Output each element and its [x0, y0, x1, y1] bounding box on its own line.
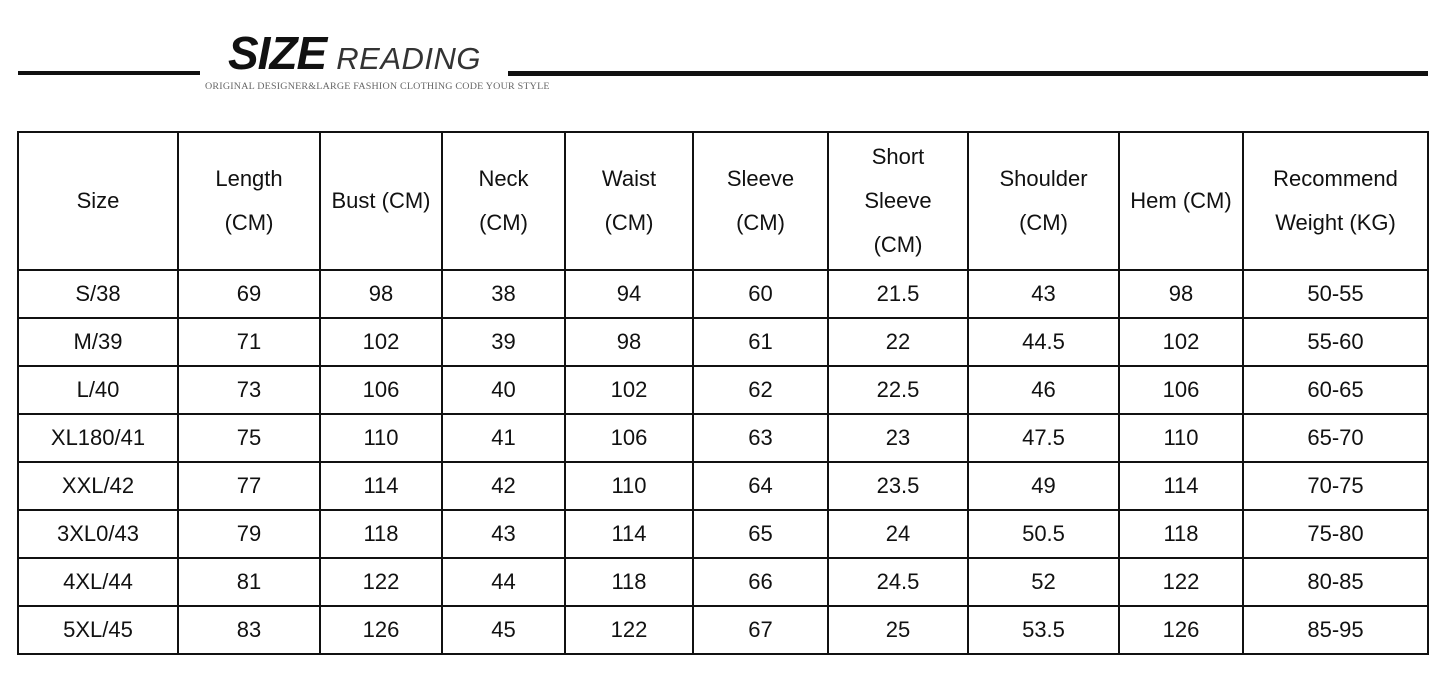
- cell-size: XL180/41: [18, 414, 178, 462]
- cell-shoulder: 46: [968, 366, 1119, 414]
- column-header-neck: Neck (CM): [442, 132, 565, 270]
- cell-hem: 102: [1119, 318, 1243, 366]
- table-row: [18, 414, 1428, 462]
- cell-shoulder: 50.5: [968, 510, 1119, 558]
- cell-shoulder: 43: [968, 270, 1119, 318]
- cell-hem: 118: [1119, 510, 1243, 558]
- size-reading-header: [0, 0, 1445, 110]
- cell-size: M/39: [18, 318, 178, 366]
- table-body: [18, 270, 1428, 654]
- header-subtitle: ORIGINAL DESIGNER&LARGE FASHION CLOTHING CODE YOUR STYLE: [205, 82, 550, 92]
- cell-size: S/38: [18, 270, 178, 318]
- cell-shoulder: 53.5: [968, 606, 1119, 654]
- cell-hem: 110: [1119, 414, 1243, 462]
- cell-bust: 102: [320, 318, 442, 366]
- cell-short-sleeve: 23.5: [828, 462, 968, 510]
- cell-length: 69: [178, 270, 320, 318]
- cell-bust: 118: [320, 510, 442, 558]
- cell-length: 73: [178, 366, 320, 414]
- cell-recommend-weight: 65-70: [1243, 414, 1428, 462]
- cell-neck: 40: [442, 366, 565, 414]
- cell-recommend-weight: 50-55: [1243, 270, 1428, 318]
- cell-neck: 44: [442, 558, 565, 606]
- cell-length: 71: [178, 318, 320, 366]
- column-header-recommend-weight: Recommend Weight (KG): [1243, 132, 1428, 270]
- table-row: [18, 366, 1428, 414]
- cell-bust: 110: [320, 414, 442, 462]
- cell-bust: 106: [320, 366, 442, 414]
- column-header-size: Size: [18, 132, 178, 270]
- cell-waist: 118: [565, 558, 693, 606]
- cell-sleeve: 66: [693, 558, 828, 606]
- column-header-bust: Bust (CM): [320, 132, 442, 270]
- cell-bust: 126: [320, 606, 442, 654]
- cell-sleeve: 67: [693, 606, 828, 654]
- cell-bust: 122: [320, 558, 442, 606]
- cell-neck: 41: [442, 414, 565, 462]
- cell-waist: 122: [565, 606, 693, 654]
- column-header-shoulder: Shoulder (CM): [968, 132, 1119, 270]
- table-header-row: [18, 132, 1428, 270]
- cell-hem: 114: [1119, 462, 1243, 510]
- cell-waist: 102: [565, 366, 693, 414]
- cell-recommend-weight: 75-80: [1243, 510, 1428, 558]
- cell-short-sleeve: 22.5: [828, 366, 968, 414]
- cell-sleeve: 61: [693, 318, 828, 366]
- column-header-hem: Hem (CM): [1119, 132, 1243, 270]
- cell-size: XXL/42: [18, 462, 178, 510]
- cell-recommend-weight: 80-85: [1243, 558, 1428, 606]
- cell-length: 79: [178, 510, 320, 558]
- table-row: [18, 606, 1428, 654]
- cell-shoulder: 44.5: [968, 318, 1119, 366]
- cell-hem: 126: [1119, 606, 1243, 654]
- cell-neck: 43: [442, 510, 565, 558]
- cell-hem: 122: [1119, 558, 1243, 606]
- cell-hem: 106: [1119, 366, 1243, 414]
- cell-shoulder: 47.5: [968, 414, 1119, 462]
- cell-waist: 114: [565, 510, 693, 558]
- cell-sleeve: 63: [693, 414, 828, 462]
- cell-waist: 98: [565, 318, 693, 366]
- page-title: [228, 26, 481, 80]
- cell-short-sleeve: 24.5: [828, 558, 968, 606]
- cell-size: 5XL/45: [18, 606, 178, 654]
- table-row: [18, 318, 1428, 366]
- cell-recommend-weight: 85-95: [1243, 606, 1428, 654]
- table-row: [18, 510, 1428, 558]
- cell-sleeve: 62: [693, 366, 828, 414]
- cell-neck: 39: [442, 318, 565, 366]
- cell-recommend-weight: 70-75: [1243, 462, 1428, 510]
- cell-short-sleeve: 23: [828, 414, 968, 462]
- table-row: [18, 558, 1428, 606]
- cell-short-sleeve: 25: [828, 606, 968, 654]
- cell-sleeve: 64: [693, 462, 828, 510]
- title-size-text: SIZE: [228, 27, 327, 79]
- column-header-waist: Waist (CM): [565, 132, 693, 270]
- cell-short-sleeve: 21.5: [828, 270, 968, 318]
- cell-waist: 94: [565, 270, 693, 318]
- cell-size: 4XL/44: [18, 558, 178, 606]
- cell-shoulder: 49: [968, 462, 1119, 510]
- header-rule-right: [508, 71, 1428, 76]
- header-rule-left: [18, 71, 200, 75]
- cell-hem: 98: [1119, 270, 1243, 318]
- cell-sleeve: 60: [693, 270, 828, 318]
- cell-size: L/40: [18, 366, 178, 414]
- cell-short-sleeve: 24: [828, 510, 968, 558]
- cell-short-sleeve: 22: [828, 318, 968, 366]
- column-header-length: Length (CM): [178, 132, 320, 270]
- cell-length: 75: [178, 414, 320, 462]
- cell-sleeve: 65: [693, 510, 828, 558]
- size-chart-table: [17, 131, 1429, 655]
- cell-neck: 45: [442, 606, 565, 654]
- column-header-sleeve: Sleeve (CM): [693, 132, 828, 270]
- cell-waist: 110: [565, 462, 693, 510]
- title-reading-text: READING: [336, 41, 481, 76]
- cell-recommend-weight: 60-65: [1243, 366, 1428, 414]
- column-header-short-sleeve: Short Sleeve (CM): [828, 132, 968, 270]
- table-row: [18, 270, 1428, 318]
- cell-recommend-weight: 55-60: [1243, 318, 1428, 366]
- cell-length: 81: [178, 558, 320, 606]
- cell-waist: 106: [565, 414, 693, 462]
- cell-length: 77: [178, 462, 320, 510]
- cell-bust: 114: [320, 462, 442, 510]
- cell-shoulder: 52: [968, 558, 1119, 606]
- cell-neck: 38: [442, 270, 565, 318]
- table-row: [18, 462, 1428, 510]
- cell-neck: 42: [442, 462, 565, 510]
- cell-bust: 98: [320, 270, 442, 318]
- cell-length: 83: [178, 606, 320, 654]
- cell-size: 3XL0/43: [18, 510, 178, 558]
